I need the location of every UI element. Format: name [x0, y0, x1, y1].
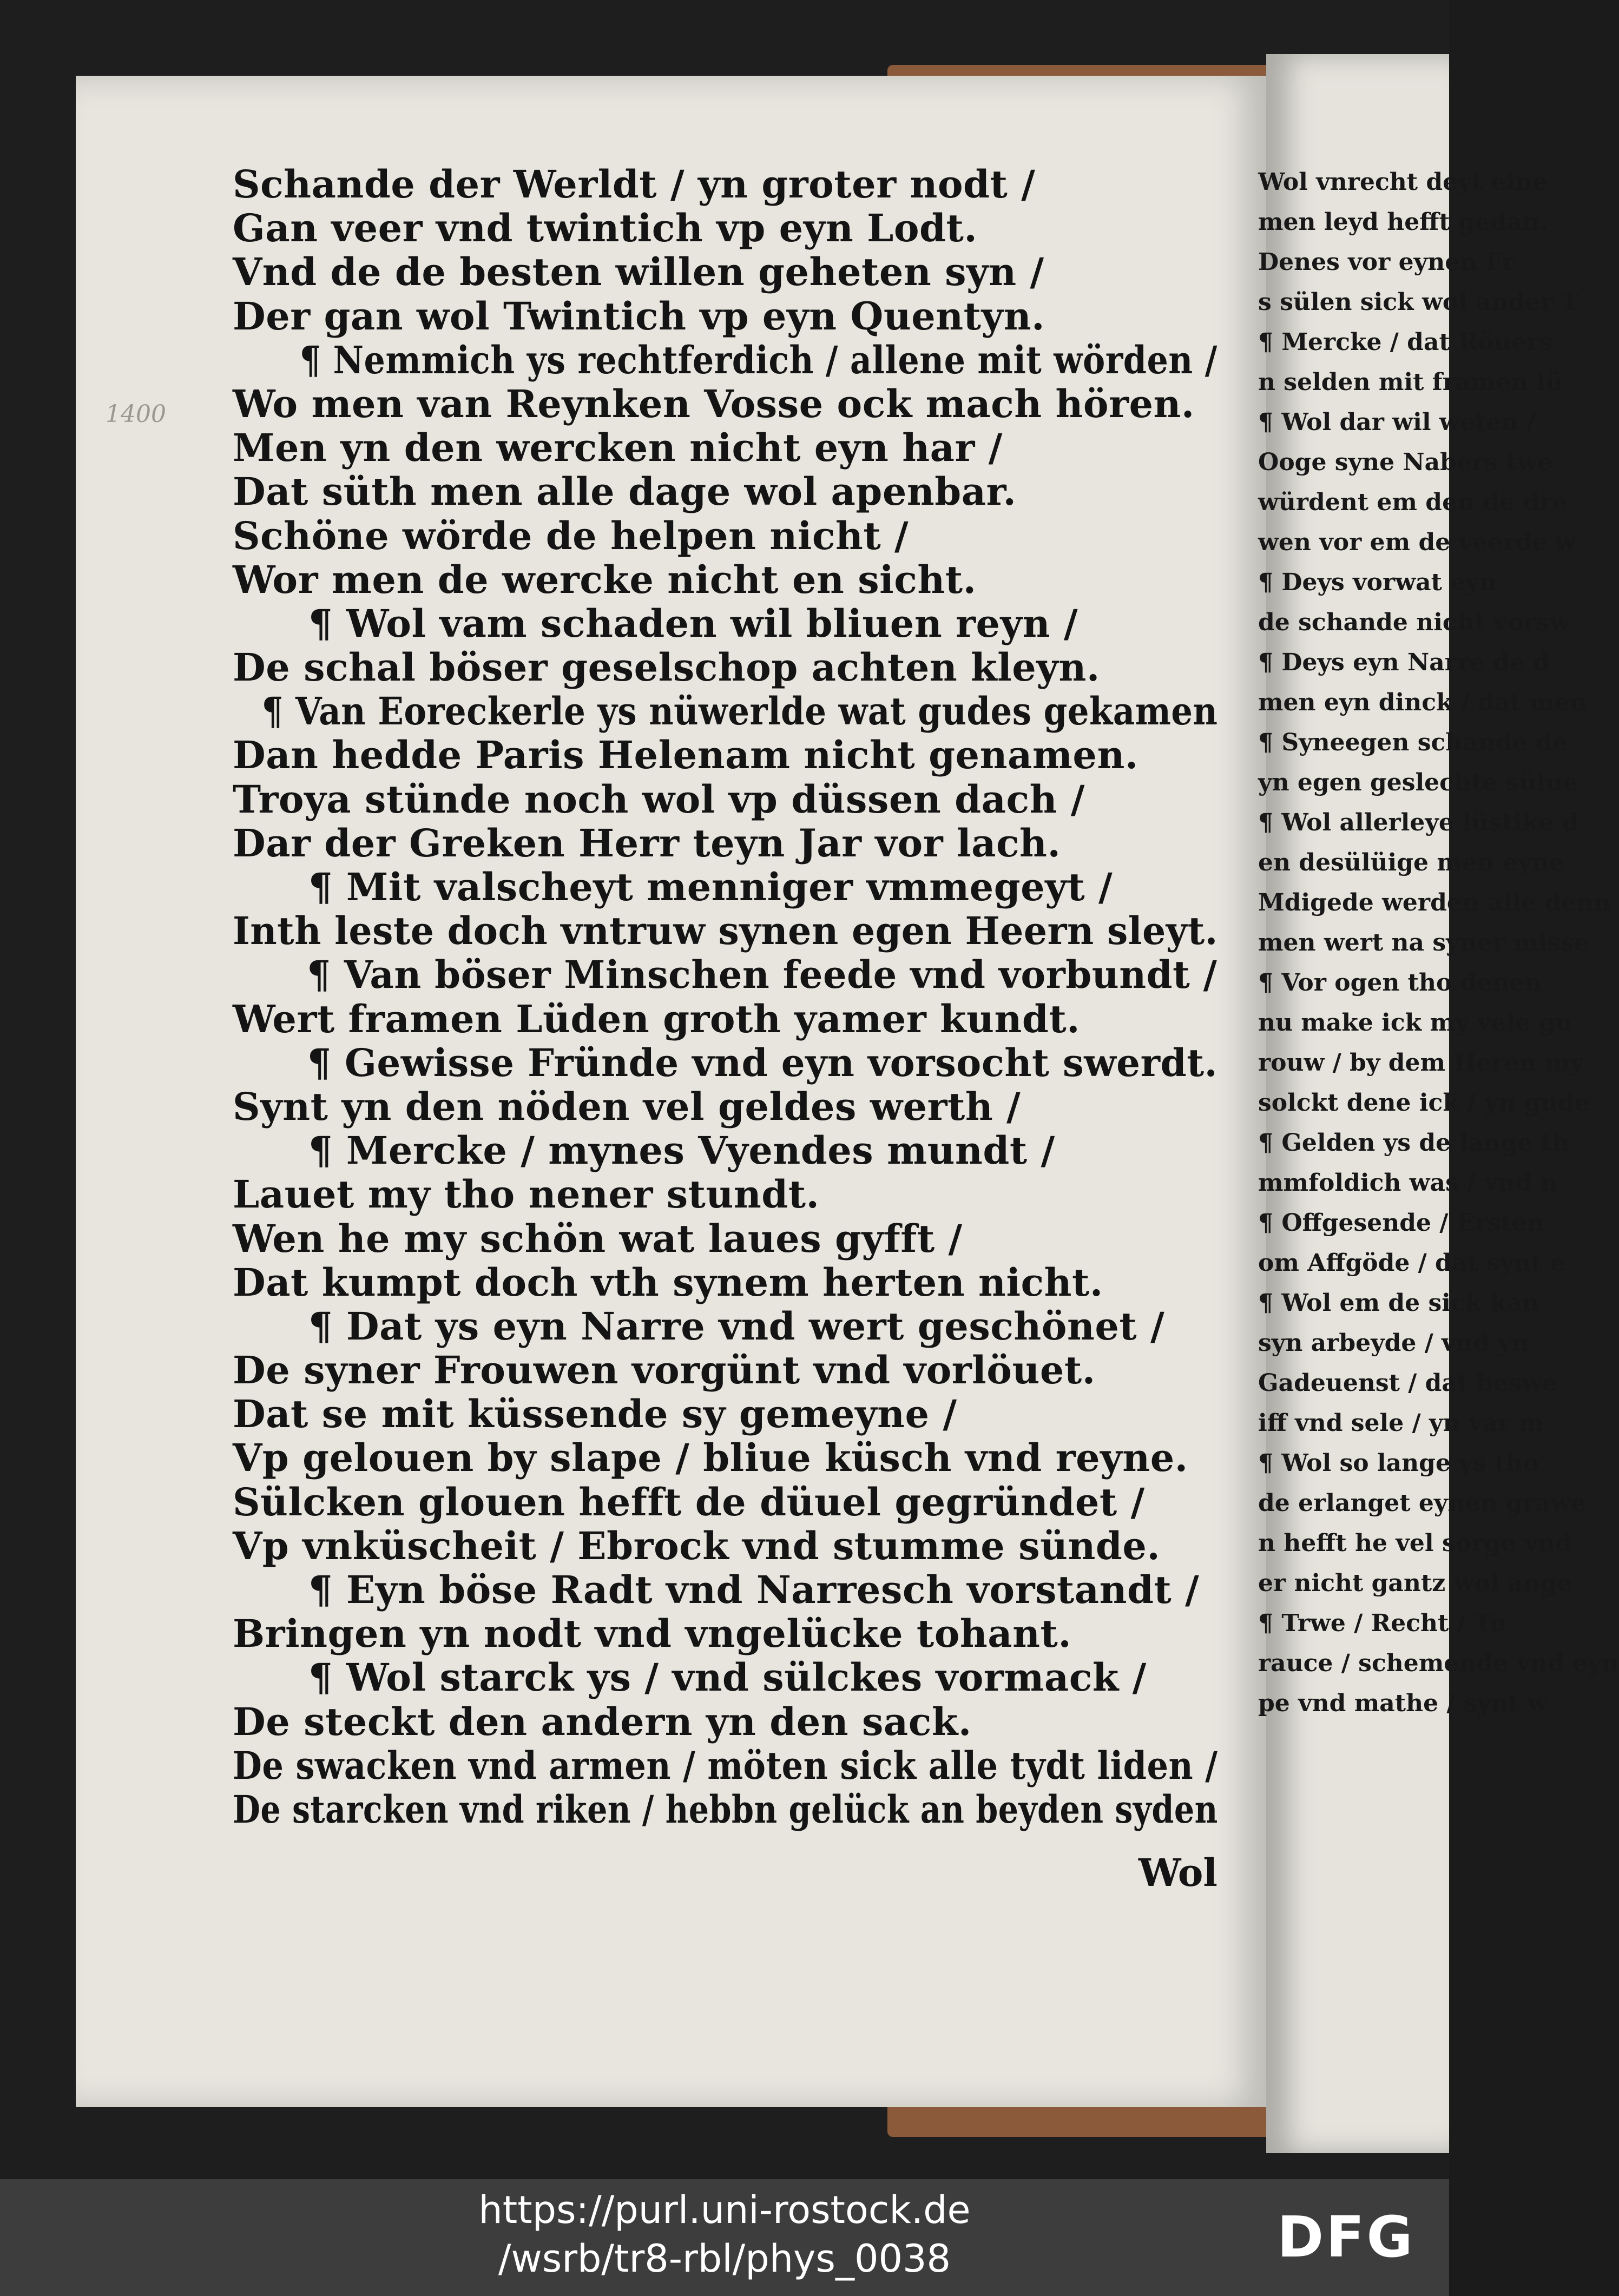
- facing-page-line: men wert na syner misse: [1258, 929, 1590, 956]
- facing-page-line: rouw / by dem Heren my: [1258, 1049, 1584, 1077]
- facing-page-line: ¶ Vor ogen tho denen: [1258, 969, 1542, 997]
- text-line: Wen he my schön wat laues gyfft /: [233, 1216, 963, 1261]
- text-line: ¶ Eyn böse Radt vnd Narresch vorstandt /: [308, 1567, 1200, 1612]
- text-line: Sülcken glouen hefft de düuel gegründet /: [233, 1479, 1145, 1525]
- text-line: Dat se mit küssende sy gemeyne /: [233, 1391, 957, 1437]
- facing-page-line: rauce / schemende vnd eyn: [1258, 1650, 1619, 1677]
- text-line: Wor men de wercke nicht en sicht.: [233, 557, 977, 602]
- page-text-block: [233, 162, 1217, 1831]
- text-line: ¶ Gewisse Fründe vnd eyn vorsocht swerdt.: [307, 1040, 1218, 1085]
- facing-page-line: iff vnd sele / yn var m: [1258, 1409, 1544, 1437]
- facing-page-line: ¶ Wol dar wil weten /: [1258, 408, 1536, 436]
- facing-page-line: de schande nicht vorsw: [1258, 609, 1570, 636]
- dfg-logo: DFG: [1277, 2204, 1415, 2270]
- text-line: ¶ Nemmich ys rechtferdich / allene mit wörden /: [299, 337, 1217, 382]
- facing-page-line: ¶ Wol em de sick kan: [1258, 1289, 1539, 1317]
- text-line: Synt yn den nöden vel geldes werth /: [233, 1084, 1021, 1129]
- footer-url[interactable]: [0, 2186, 1449, 2283]
- facing-page-line: men leyd hefft gedan.: [1258, 208, 1548, 236]
- text-line: ¶ Wol starck ys / vnd sülckes vormack /: [308, 1655, 1147, 1700]
- facing-page-line: en desülüige men eyne: [1258, 849, 1564, 876]
- text-line: De steckt den andern yn den sack.: [233, 1699, 972, 1744]
- text-line: Inth leste doch vntruw synen egen Heern sleyt.: [233, 908, 1218, 954]
- text-line: De schal böser geselschop achten kleyn.: [233, 645, 1100, 690]
- facing-page-line: ¶ Deys eyn Narre de d: [1258, 649, 1550, 676]
- text-line: De syner Frouwen vorgünt vnd vorlöuet.: [233, 1348, 1096, 1393]
- text-line: Troya stünde noch wol vp düssen dach /: [233, 776, 1085, 822]
- catchword: Wol: [1138, 1850, 1217, 1895]
- facing-page-line: wen vor em de veerde w: [1258, 529, 1576, 556]
- text-line: Vp gelouen by slape / bliue küsch vnd reyne.: [233, 1435, 1188, 1481]
- facing-page-line: würdent em den de dre: [1258, 489, 1568, 516]
- text-line: ¶ Van böser Minschen feede vnd vorbundt /: [307, 952, 1217, 998]
- text-line: Dar der Greken Herr teyn Jar vor lach.: [233, 820, 1061, 866]
- facing-page-line: de erlanget eynen grawe: [1258, 1489, 1587, 1517]
- facing-page-line: Gadeuenst / dat beswe: [1258, 1369, 1557, 1397]
- text-line: Men yn den wercken nicht eyn har /: [233, 425, 1003, 471]
- facing-page-line: Ooge syne Nabers twe: [1258, 448, 1553, 476]
- facing-page-line: ¶ Offgesende / Ersten: [1258, 1209, 1544, 1237]
- facing-page-line: n hefft he vel sorge vnd: [1258, 1529, 1572, 1557]
- facing-page-line: yn egen geslechte sülue: [1258, 769, 1578, 796]
- facing-page-line: men eyn dinck / dat men: [1258, 689, 1587, 716]
- text-line: Wo men van Reynken Vosse ock mach hören.: [233, 381, 1195, 426]
- text-line: Vp vnküscheit / Ebrock vnd stumme sünde.: [233, 1523, 1161, 1568]
- facing-page-line: er nicht gantz wol ange: [1258, 1569, 1572, 1597]
- text-line: Schöne wörde de helpen nicht /: [233, 513, 909, 558]
- text-line: Dan hedde Paris Helenam nicht genamen.: [233, 733, 1138, 778]
- text-line: ¶ Dat ys eyn Narre vnd wert geschönet /: [308, 1303, 1165, 1349]
- facing-page-line: om Affgöde / dat synt e: [1258, 1249, 1565, 1277]
- text-line: ¶ Wol vam schaden wil bliuen reyn /: [308, 601, 1078, 646]
- text-line: Schande der Werldt / yn groter nodt /: [233, 162, 1036, 207]
- facing-page-line: nu make ick my vele gu: [1258, 1009, 1573, 1037]
- footer-url-line-1[interactable]: https://purl.uni-rostock.de: [478, 2188, 971, 2232]
- marginal-note: 1400: [106, 400, 166, 428]
- facing-page-line: Mdigede werden alle denn: [1258, 889, 1611, 916]
- facing-page-line: Denes vor eynen Fr: [1258, 248, 1515, 276]
- facing-page-line: s sülen sick wol ander T: [1258, 288, 1579, 316]
- facing-page-line: pe vnd mathe / synt w: [1258, 1690, 1548, 1717]
- facing-page-line: ¶ Syneegen schande de: [1258, 729, 1568, 756]
- facing-page-line: Wol vnrecht deyt eine: [1258, 168, 1548, 196]
- facing-page-line: ¶ Wol allerleye lüstike d: [1258, 809, 1579, 836]
- facing-page-line: ¶ Deys vorwat eyn: [1258, 569, 1497, 596]
- text-line: Vnd de de besten willen geheten syn /: [233, 249, 1044, 295]
- facing-page-line: mmfoldich was / vnd n: [1258, 1169, 1558, 1197]
- text-line: ¶ Van Eoreckerle ys nüwerlde wat gudes gekamen: [261, 689, 1218, 734]
- text-line: ¶ Mit valscheyt menniger vmmegeyt /: [308, 865, 1113, 909]
- text-line: Bringen yn nodt vnd vngelücke tohant.: [233, 1611, 1072, 1657]
- text-line: Dat kumpt doch vth synem herten nicht.: [233, 1259, 1103, 1305]
- text-line: Gan veer vnd twintich vp eyn Lodt.: [233, 206, 978, 251]
- facing-page-line: ¶ Mercke / dat Röuers: [1258, 328, 1552, 356]
- text-line: De starcken vnd riken / hebbn gelück an beyden syden: [233, 1786, 1218, 1832]
- text-line: De swacken vnd armen / möten sick alle tydt liden /: [233, 1743, 1218, 1788]
- text-line: Der gan wol Twintich vp eyn Quentyn.: [233, 293, 1045, 339]
- facing-page-line: ¶ Gelden ys de lange th: [1258, 1129, 1570, 1157]
- facing-page-line: syn arbeyde / vnd yn: [1258, 1329, 1529, 1357]
- text-line: Dat süth men alle dage wol apenbar.: [233, 469, 1017, 514]
- footer-url-line-2[interactable]: /wsrb/tr8-rbl/phys_0038: [498, 2236, 951, 2281]
- facing-page-line: ¶ Wol so lange ys tho: [1258, 1449, 1539, 1477]
- text-line: ¶ Mercke / mynes Vyendes mundt /: [308, 1128, 1055, 1173]
- text-line: Lauet my tho nener stundt.: [233, 1172, 820, 1217]
- facing-page-line: n selden mit framen lü: [1258, 368, 1563, 396]
- facing-page-line: ¶ Trwe / Recht / Tu: [1258, 1609, 1507, 1637]
- facing-page-line: solckt dene ick / yn gude: [1258, 1089, 1590, 1117]
- facing-page-text: [1258, 162, 1619, 1724]
- text-line: Wert framen Lüden groth yamer kundt.: [233, 996, 1081, 1041]
